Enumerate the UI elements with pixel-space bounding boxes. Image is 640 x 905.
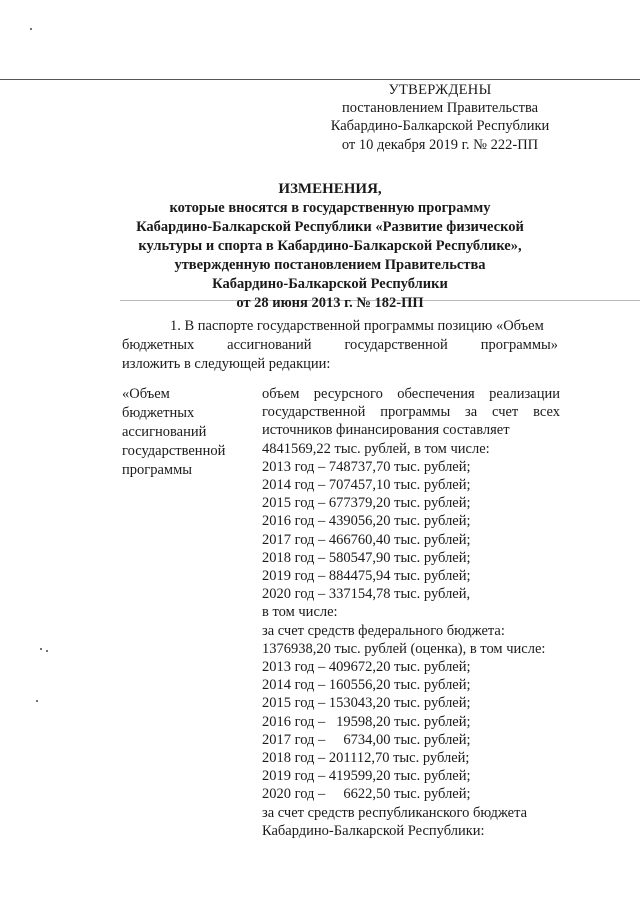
scan-edge-line: [0, 79, 640, 80]
funding-details-column: [262, 385, 560, 840]
republic-name: Кабардино-Балкарской Республики:: [262, 822, 485, 839]
year-amount-federal: 2018 год – 201112,70 тыс. рублей;: [262, 750, 470, 767]
funding-total: 4841569,22 тыс. рублей, в том числе:: [262, 440, 490, 457]
scan-speck: [30, 28, 32, 30]
document-title: [100, 180, 560, 313]
year-amount-federal: 2013 год – 409672,20 тыс. рублей;: [262, 659, 471, 676]
year-amount-total: 2015 год – 677379,20 тыс. рублей;: [262, 495, 471, 512]
scan-speck: [40, 648, 42, 650]
republic-budget-heading: за счет средств республиканского бюджета: [262, 804, 528, 821]
scan-speck: [36, 700, 38, 702]
year-amount-total: 2013 год – 748737,70 тыс. рублей;: [262, 458, 471, 475]
funding-intro-line: источников финансирования составляет: [262, 422, 510, 439]
intro-paragraph: [122, 317, 558, 374]
paragraph-line: 1. В паспорте государственной программы позицию «Объем: [170, 318, 544, 334]
year-amount-federal: 2020 год – 6622,50 тыс. рублей;: [262, 786, 471, 803]
title-line: от 28 июня 2013 г. № 182-ПП: [236, 295, 424, 311]
paragraph-line: бюджетных ассигнований государственной программы»: [122, 337, 558, 353]
scan-speck: [46, 650, 48, 652]
approval-line: от 10 декабря 2019 г. № 222-ПП: [341, 136, 539, 153]
position-label-line: «Объем: [122, 386, 170, 402]
approval-heading: УТВЕРЖДЕНЫ: [388, 82, 492, 98]
year-amount-total: 2017 год – 466760,40 тыс. рублей;: [262, 531, 471, 548]
year-amount-federal: 2015 год – 153043,20 тыс. рублей;: [262, 695, 471, 712]
federal-budget-total: 1376938,20 тыс. рублей (оценка), в том числе:: [262, 640, 546, 657]
including-label: в том числе:: [262, 604, 338, 621]
title-line: Кабардино-Балкарской Республики: [212, 276, 448, 292]
position-label-line: программы: [122, 462, 192, 478]
approval-stamp-block: [320, 81, 560, 154]
year-amount-federal: 2014 год – 160556,20 тыс. рублей;: [262, 677, 471, 694]
federal-budget-heading: за счет средств федерального бюджета:: [262, 622, 505, 639]
position-label-line: государственной: [122, 443, 226, 459]
position-label-line: ассигнований: [122, 424, 207, 440]
paragraph-line: изложить в следующей редакции:: [122, 356, 331, 372]
title-line: культуры и спорта в Кабардино-Балкарской Республике»,: [138, 238, 522, 254]
year-amount-total: 2018 год – 580547,90 тыс. рублей;: [262, 549, 471, 566]
title-line: которые вносятся в государственную программу: [169, 200, 491, 216]
year-amount-total: 2014 год – 707457,10 тыс. рублей;: [262, 477, 471, 494]
position-label-column: [122, 385, 252, 480]
title-main: ИЗМЕНЕНИЯ,: [278, 181, 382, 197]
year-amount-federal: 2016 год – 19598,20 тыс. рублей;: [262, 713, 471, 730]
title-line: утвержденную постановлением Правительства: [174, 257, 486, 273]
year-amount-total: 2020 год – 337154,78 тыс. рублей,: [262, 586, 471, 603]
title-line: Кабардино-Балкарской Республики «Развитие физической: [136, 219, 524, 235]
year-amount-federal: 2019 год – 419599,20 тыс. рублей;: [262, 768, 471, 785]
year-amount-federal: 2017 год – 6734,00 тыс. рублей;: [262, 731, 471, 748]
year-amount-total: 2016 год – 439056,20 тыс. рублей;: [262, 513, 471, 530]
approval-line: постановлением Правительства: [341, 100, 539, 117]
approval-line: Кабардино-Балкарской Республики: [330, 118, 550, 135]
position-label-line: бюджетных: [122, 405, 195, 421]
funding-intro-line: объем ресурсного обеспечения реализации: [262, 386, 560, 402]
year-amount-total: 2019 год – 884475,94 тыс. рублей;: [262, 568, 471, 585]
funding-intro-line: государственной программы за счет всех: [262, 404, 560, 421]
